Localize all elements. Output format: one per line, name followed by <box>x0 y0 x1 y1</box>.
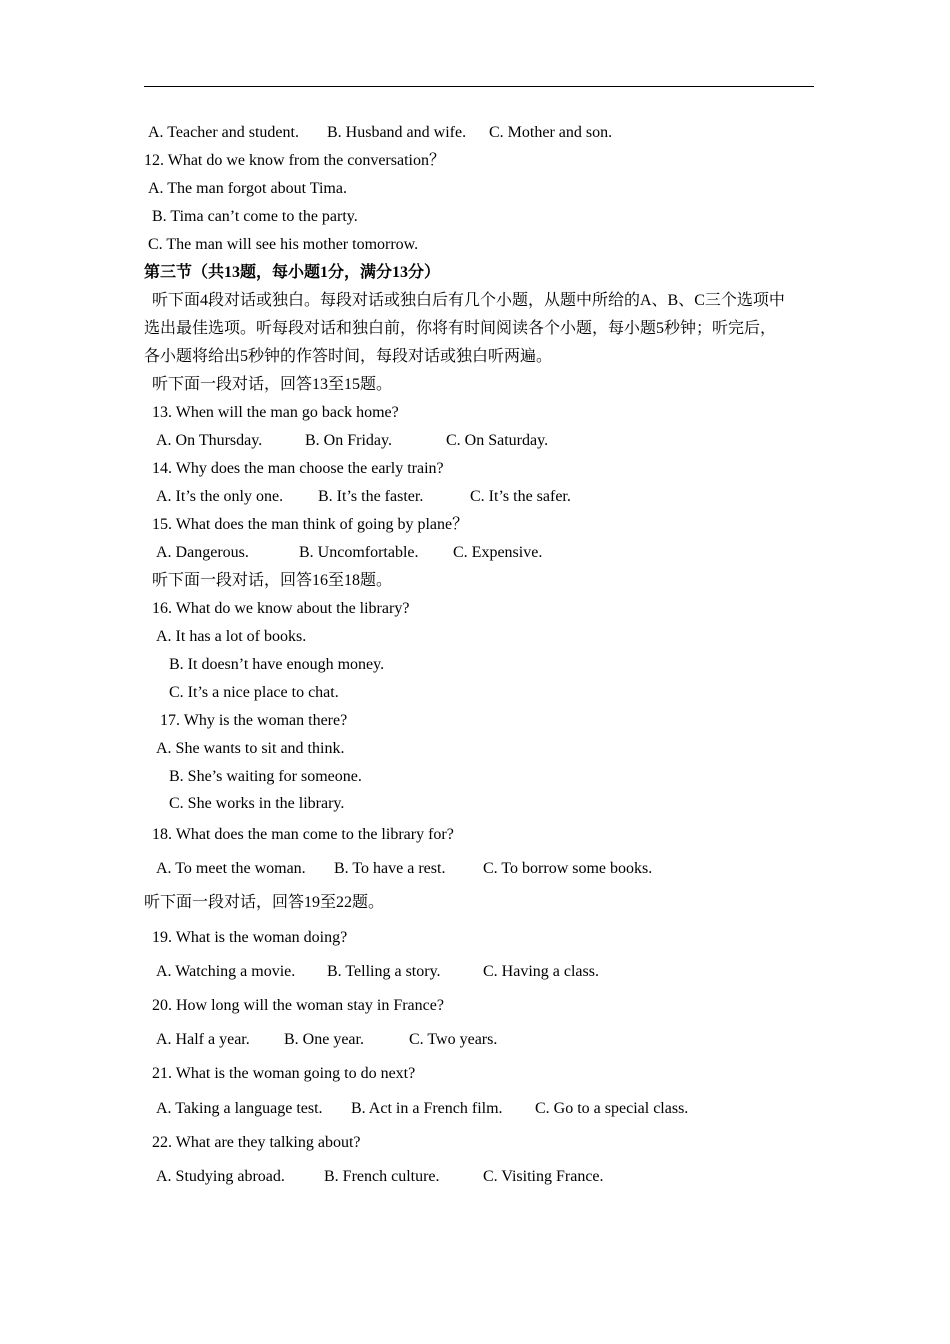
option-c: C. Visiting France. <box>483 1168 604 1185</box>
section-heading: 第三节（共13题，每小题1分，满分13分） <box>144 264 441 281</box>
option-b: B. Uncomfortable. <box>299 544 419 561</box>
option-c: C. Two years. <box>409 1031 498 1048</box>
instruction-line-2: 选出最佳选项。听每段对话和独白前，你将有时间阅读各个小题，每小题5秒钟；听完后， <box>144 320 777 337</box>
option-b: B. To have a rest. <box>334 860 446 877</box>
option-b: B. One year. <box>284 1031 364 1048</box>
question-17: 17. Why is the woman there? <box>160 712 348 729</box>
question-12: 12. What do we know from the conversation？ <box>144 152 445 169</box>
option-b: B. It doesn’t have enough money. <box>169 656 385 673</box>
option-a: A. Dangerous. <box>156 544 249 561</box>
option-b: B. Telling a story. <box>327 963 441 980</box>
dialogue-instruction: 听下面一段对话，回答13至15题。 <box>152 376 393 393</box>
question-21: 21. What is the woman going to do next? <box>152 1065 416 1082</box>
option-c: C. On Saturday. <box>446 432 549 449</box>
option-c: C. To borrow some books. <box>483 860 653 877</box>
option-b: B. Act in a French film. <box>351 1100 503 1117</box>
option-c: C. It’s a nice place to chat. <box>169 684 339 701</box>
question-14: 14. Why does the man choose the early train? <box>152 460 444 477</box>
dialogue-instruction: 听下面一段对话，回答19至22题。 <box>144 894 385 911</box>
question-15: 15. What does the man think of going by plane？ <box>152 516 469 533</box>
option-a: A. On Thursday. <box>156 432 263 449</box>
option-c: C. Having a class. <box>483 963 599 980</box>
instruction-line-3: 各小题将给出5秒钟的作答时间，每段对话或独白听两遍。 <box>144 348 553 365</box>
option-a: A. Teacher and student. <box>148 124 299 141</box>
option-a: A. It has a lot of books. <box>156 628 307 645</box>
question-13: 13. When will the man go back home? <box>152 404 399 421</box>
option-a: A. To meet the woman. <box>156 860 306 877</box>
option-c: C. Go to a special class. <box>535 1100 689 1117</box>
option-c: C. It’s the safer. <box>470 488 571 505</box>
header-rule <box>144 86 814 87</box>
question-19: 19. What is the woman doing? <box>152 929 348 946</box>
option-b: B. Husband and wife. <box>327 124 467 141</box>
option-a: A. Studying abroad. <box>156 1168 285 1185</box>
option-b: B. On Friday. <box>305 432 392 449</box>
option-c: C. The man will see his mother tomorrow. <box>148 236 419 253</box>
option-c: C. Expensive. <box>453 544 543 561</box>
option-b: B. French culture. <box>324 1168 440 1185</box>
option-a: A. Taking a language test. <box>156 1100 323 1117</box>
option-a: A. Watching a movie. <box>156 963 296 980</box>
option-a: A. It’s the only one. <box>156 488 284 505</box>
option-b: B. It’s the faster. <box>318 488 424 505</box>
question-16: 16. What do we know about the library? <box>152 600 410 617</box>
question-18: 18. What does the man come to the library for? <box>152 826 454 843</box>
question-20: 20. How long will the woman stay in France? <box>152 997 444 1014</box>
option-c: C. She works in the library. <box>169 795 345 812</box>
option-a: A. The man forgot about Tima. <box>148 180 347 197</box>
option-b: B. Tima can’t come to the party. <box>152 208 358 225</box>
question-22: 22. What are they talking about? <box>152 1134 361 1151</box>
option-a: A. She wants to sit and think. <box>156 740 345 757</box>
option-c: C. Mother and son. <box>489 124 613 141</box>
option-b: B. She’s waiting for someone. <box>169 768 362 785</box>
option-a: A. Half a year. <box>156 1031 250 1048</box>
dialogue-instruction: 听下面一段对话，回答16至18题。 <box>152 572 393 589</box>
instruction-line-1: 听下面4段对话或独白。每段对话或独白后有几个小题，从题中所给的A、B、C三个选项中 <box>152 292 785 309</box>
